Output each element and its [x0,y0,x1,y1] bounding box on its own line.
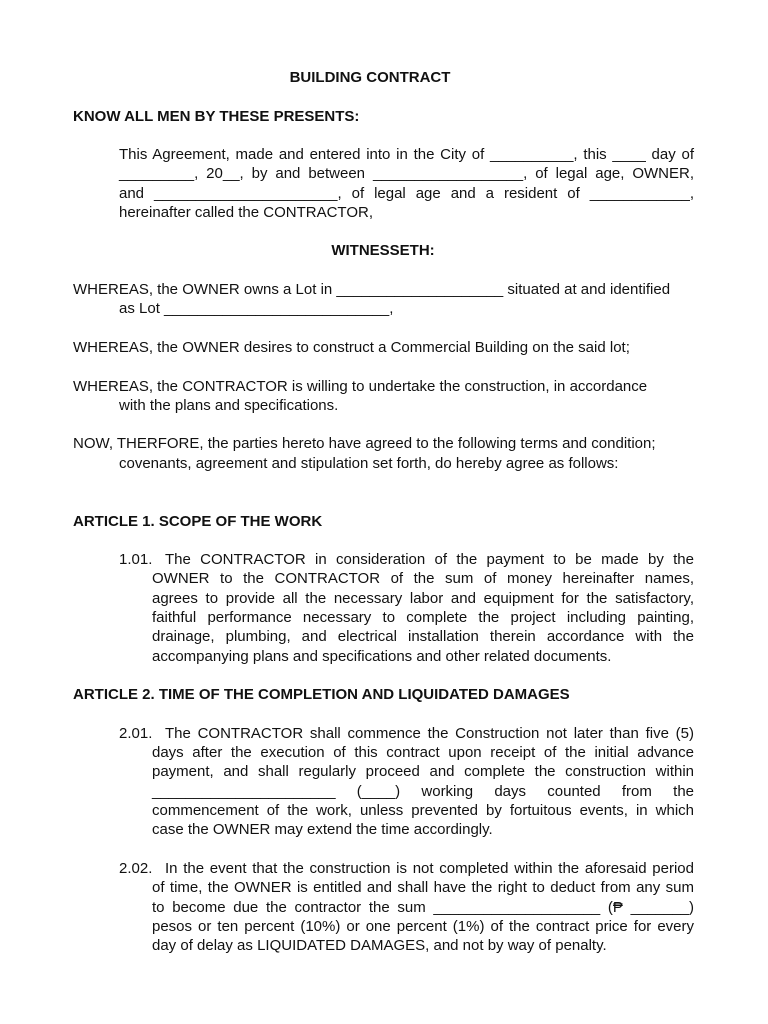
section-2-01-line: ______________________ (____) working days counted from the [152,783,694,800]
section-number: 2.02. [119,860,153,877]
article-1-heading: ARTICLE 1. SCOPE OF THE WORK [73,513,323,530]
whereas-3-line: with the plans and specifications. [119,397,339,414]
section-1-01-line: faithful performance necessary to complete the project including painting, [152,609,694,626]
section-2-02-line: pesos or ten percent (10%) or one percent (1%) of the contract price for every [152,918,694,935]
whereas-1-line: as Lot ___________________________, [119,300,394,317]
witnesseth-heading: WITNESSETH: [331,242,435,259]
intro-line: _________, 20__, by and between __________________, of legal age, OWNER, [119,165,694,182]
section-2-02-line: of time, the OWNER is entitled and shall have the right to deduct from any sum [152,879,694,896]
section-2-02-line: In the event that the construction is not completed within the aforesaid period [165,860,694,877]
section-2-02-line: to become due the contractor the sum ____________________ (₱ _______) [152,899,694,916]
article-2-heading: ARTICLE 2. TIME OF THE COMPLETION AND LIQUIDATED DAMAGES [73,686,570,703]
section-2-01-line: The CONTRACTOR shall commence the Construction not later than five (5) [165,725,694,742]
section-2-01-line: days after the execution of this contract upon receipt of the initial advance [152,744,694,761]
section-1-01-line: accompanying plans and specifications and other related documents. [152,648,612,665]
now-therefore-line: covenants, agreement and stipulation set forth, do hereby agree as follows: [119,455,619,472]
section-1-01-line: agrees to provide all the necessary labor and equipment for the satisfactory, [152,590,694,607]
section-1-01-line: drainage, plumbing, and electrical installation therein accordance with the [152,628,694,645]
whereas-1-line: WHEREAS, the OWNER owns a Lot in ____________________ situated at and identified [73,281,671,298]
whereas-3-line: WHEREAS, the CONTRACTOR is willing to undertake the construction, in accordance [73,378,648,395]
intro-line: hereinafter called the CONTRACTOR, [119,204,373,221]
section-2-01-line: payment, and shall regularly proceed and complete the construction within [152,763,694,780]
section-1-01-line: The CONTRACTOR in consideration of the payment to be made by the [165,551,694,568]
section-2-01-line: case the OWNER may extend the time accordingly. [152,821,493,838]
intro-line: This Agreement, made and entered into in the City of __________, this ____ day of [119,146,694,163]
section-number: 1.01. [119,551,153,568]
section-1-01-line: OWNER to the CONTRACTOR of the sum of money hereinafter names, [152,570,694,587]
document-title: BUILDING CONTRACT [289,69,451,86]
intro-line: and ______________________, of legal age and a resident of ____________, [119,185,694,202]
section-number: 2.01. [119,725,153,742]
preamble-heading: KNOW ALL MEN BY THESE PRESENTS: [73,108,360,125]
whereas-2-line: WHEREAS, the OWNER desires to construct a Commercial Building on the said lot; [73,339,630,356]
now-therefore-line: NOW, THERFORE, the parties hereto have agreed to the following terms and condition; [73,435,656,452]
section-2-01-line: commencement of the work, unless prevented by fortuitous events, in which [152,802,694,819]
section-2-02-line: day of delay as LIQUIDATED DAMAGES, and not by way of penalty. [152,937,607,954]
